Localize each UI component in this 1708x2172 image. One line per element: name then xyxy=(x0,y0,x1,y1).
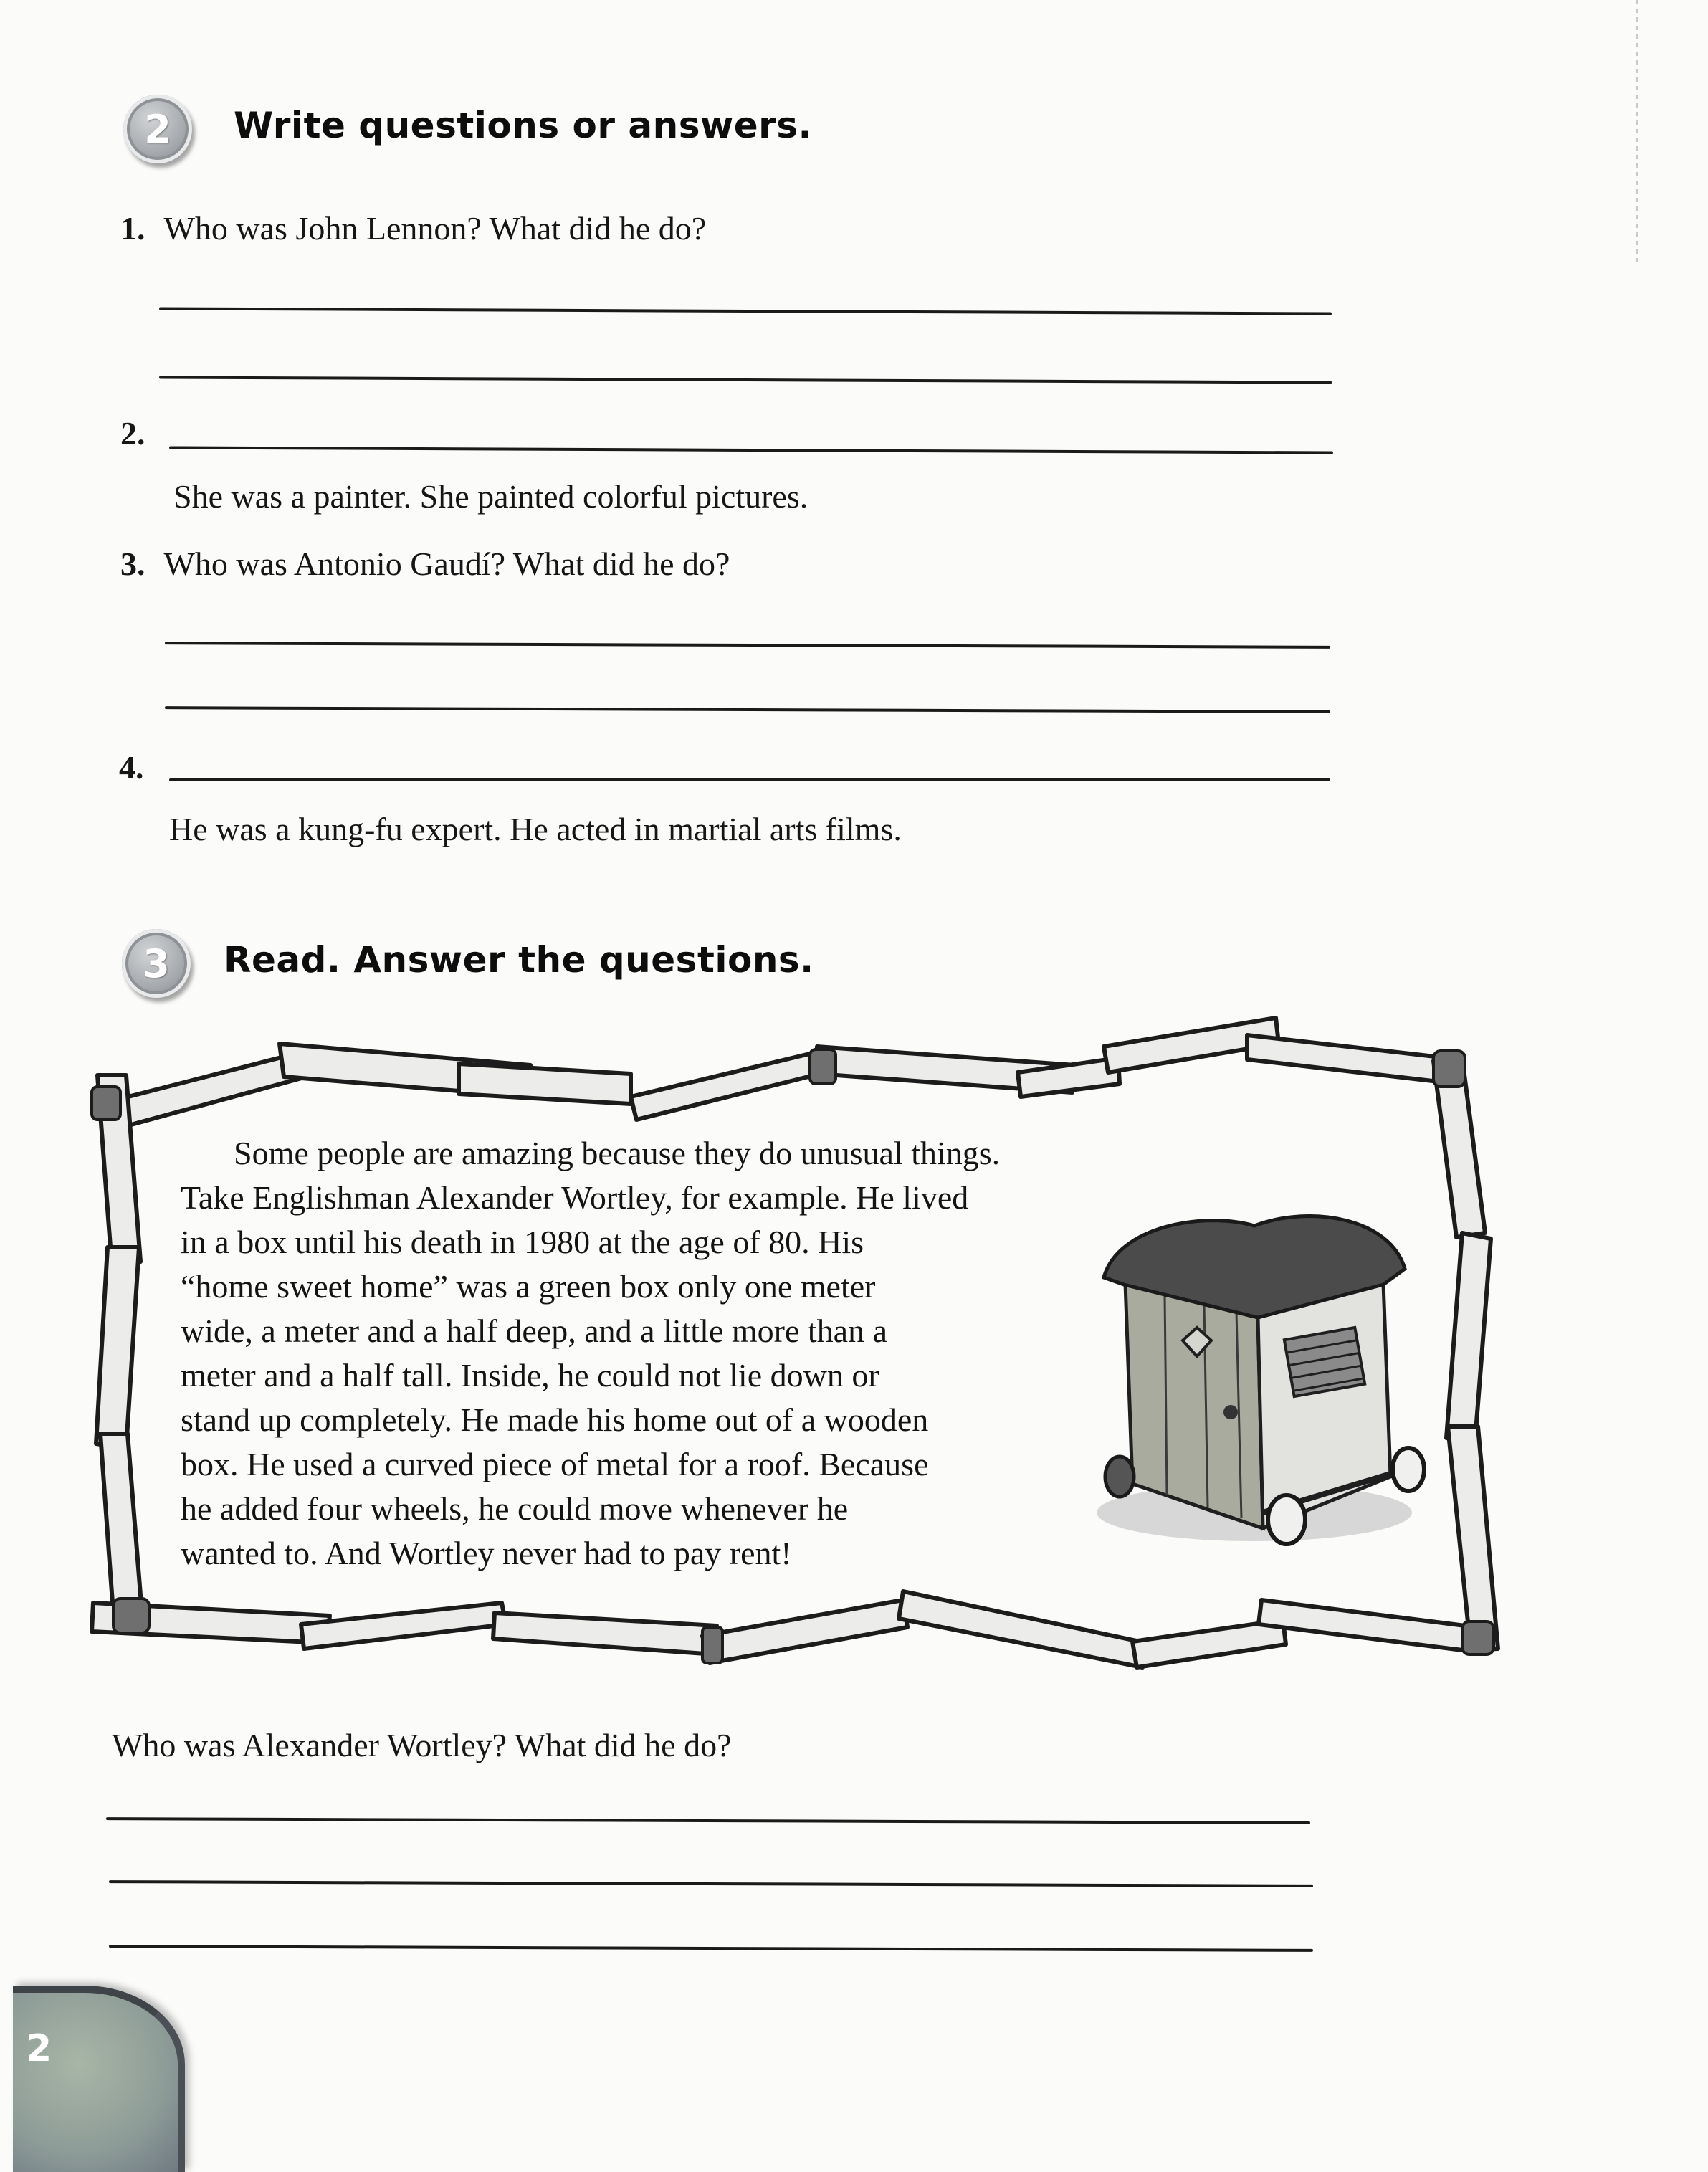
passage-line: wanted to. And Wortley never had to pay rent! xyxy=(181,1535,792,1571)
page-number-tab xyxy=(13,1986,185,2172)
plank xyxy=(459,1064,631,1104)
reading-passage xyxy=(181,1131,1000,1576)
plank xyxy=(96,1247,139,1448)
box-front xyxy=(1125,1283,1263,1528)
door-knob xyxy=(1223,1405,1238,1419)
page-number: 2 xyxy=(26,2027,52,2070)
passage-line: meter and a half tall. Inside, he could not lie down or xyxy=(181,1357,879,1394)
question-number: 1. xyxy=(120,210,145,247)
wheel xyxy=(1393,1448,1424,1491)
plank xyxy=(1446,1233,1491,1441)
question-prompt: Who was John Lennon? What did he do? xyxy=(163,210,707,247)
plank xyxy=(631,1054,814,1120)
question-number: 4. xyxy=(119,749,144,786)
wheel xyxy=(1268,1495,1305,1544)
plank xyxy=(1247,1035,1448,1082)
final-question: Who was Alexander Wortley? What did he do? xyxy=(112,1727,732,1763)
plank xyxy=(1448,1426,1498,1650)
question-number: 3. xyxy=(120,546,145,582)
passage-line: stand up completely. He made his home out of a wooden xyxy=(181,1401,929,1438)
plank xyxy=(493,1613,717,1654)
passage-line: wide, a meter and a half deep, and a little more than a xyxy=(181,1313,888,1349)
lashing xyxy=(1462,1621,1494,1654)
passage-line: Some people are amazing because they do unusual things. xyxy=(234,1135,1001,1171)
question-prompt: Who was Antonio Gaudí? What did he do? xyxy=(163,546,730,582)
section-2-number: 2 xyxy=(144,106,171,152)
question-number: 2. xyxy=(120,415,145,452)
plank xyxy=(100,1434,142,1613)
wheel xyxy=(1105,1457,1134,1497)
section-2-title: Write questions or answers. xyxy=(234,105,813,146)
passage-line: in a box until his death in 1980 at the age of 80. His xyxy=(181,1224,864,1260)
lashing xyxy=(1433,1051,1465,1087)
scan-edge xyxy=(1636,0,1638,265)
passage-line: box. He used a curved piece of metal for a roof. Because xyxy=(181,1446,929,1482)
lashing xyxy=(113,1599,149,1633)
plank xyxy=(702,1600,907,1663)
given-answer-4: He was a kung-fu expert. He acted in martial arts films. xyxy=(169,811,902,847)
section-3-title: Read. Answer the questions. xyxy=(224,939,814,981)
section-3-number: 3 xyxy=(143,940,170,986)
plank xyxy=(1259,1600,1476,1652)
plank xyxy=(1132,1620,1286,1667)
passage-line: he added four wheels, he could move whenever he xyxy=(181,1490,849,1527)
lashing xyxy=(810,1049,836,1084)
given-answer-2: She was a painter. She painted colorful pictures. xyxy=(173,478,808,515)
lashing xyxy=(702,1627,722,1663)
passage-line: “home sweet home” was a green box only one meter xyxy=(181,1268,876,1305)
plank xyxy=(899,1591,1147,1667)
box-house-illustration xyxy=(1075,1197,1433,1556)
passage-line: Take Englishman Alexander Wortley, for example. He lived xyxy=(181,1179,969,1216)
lashing xyxy=(92,1087,120,1120)
plank xyxy=(301,1603,506,1649)
